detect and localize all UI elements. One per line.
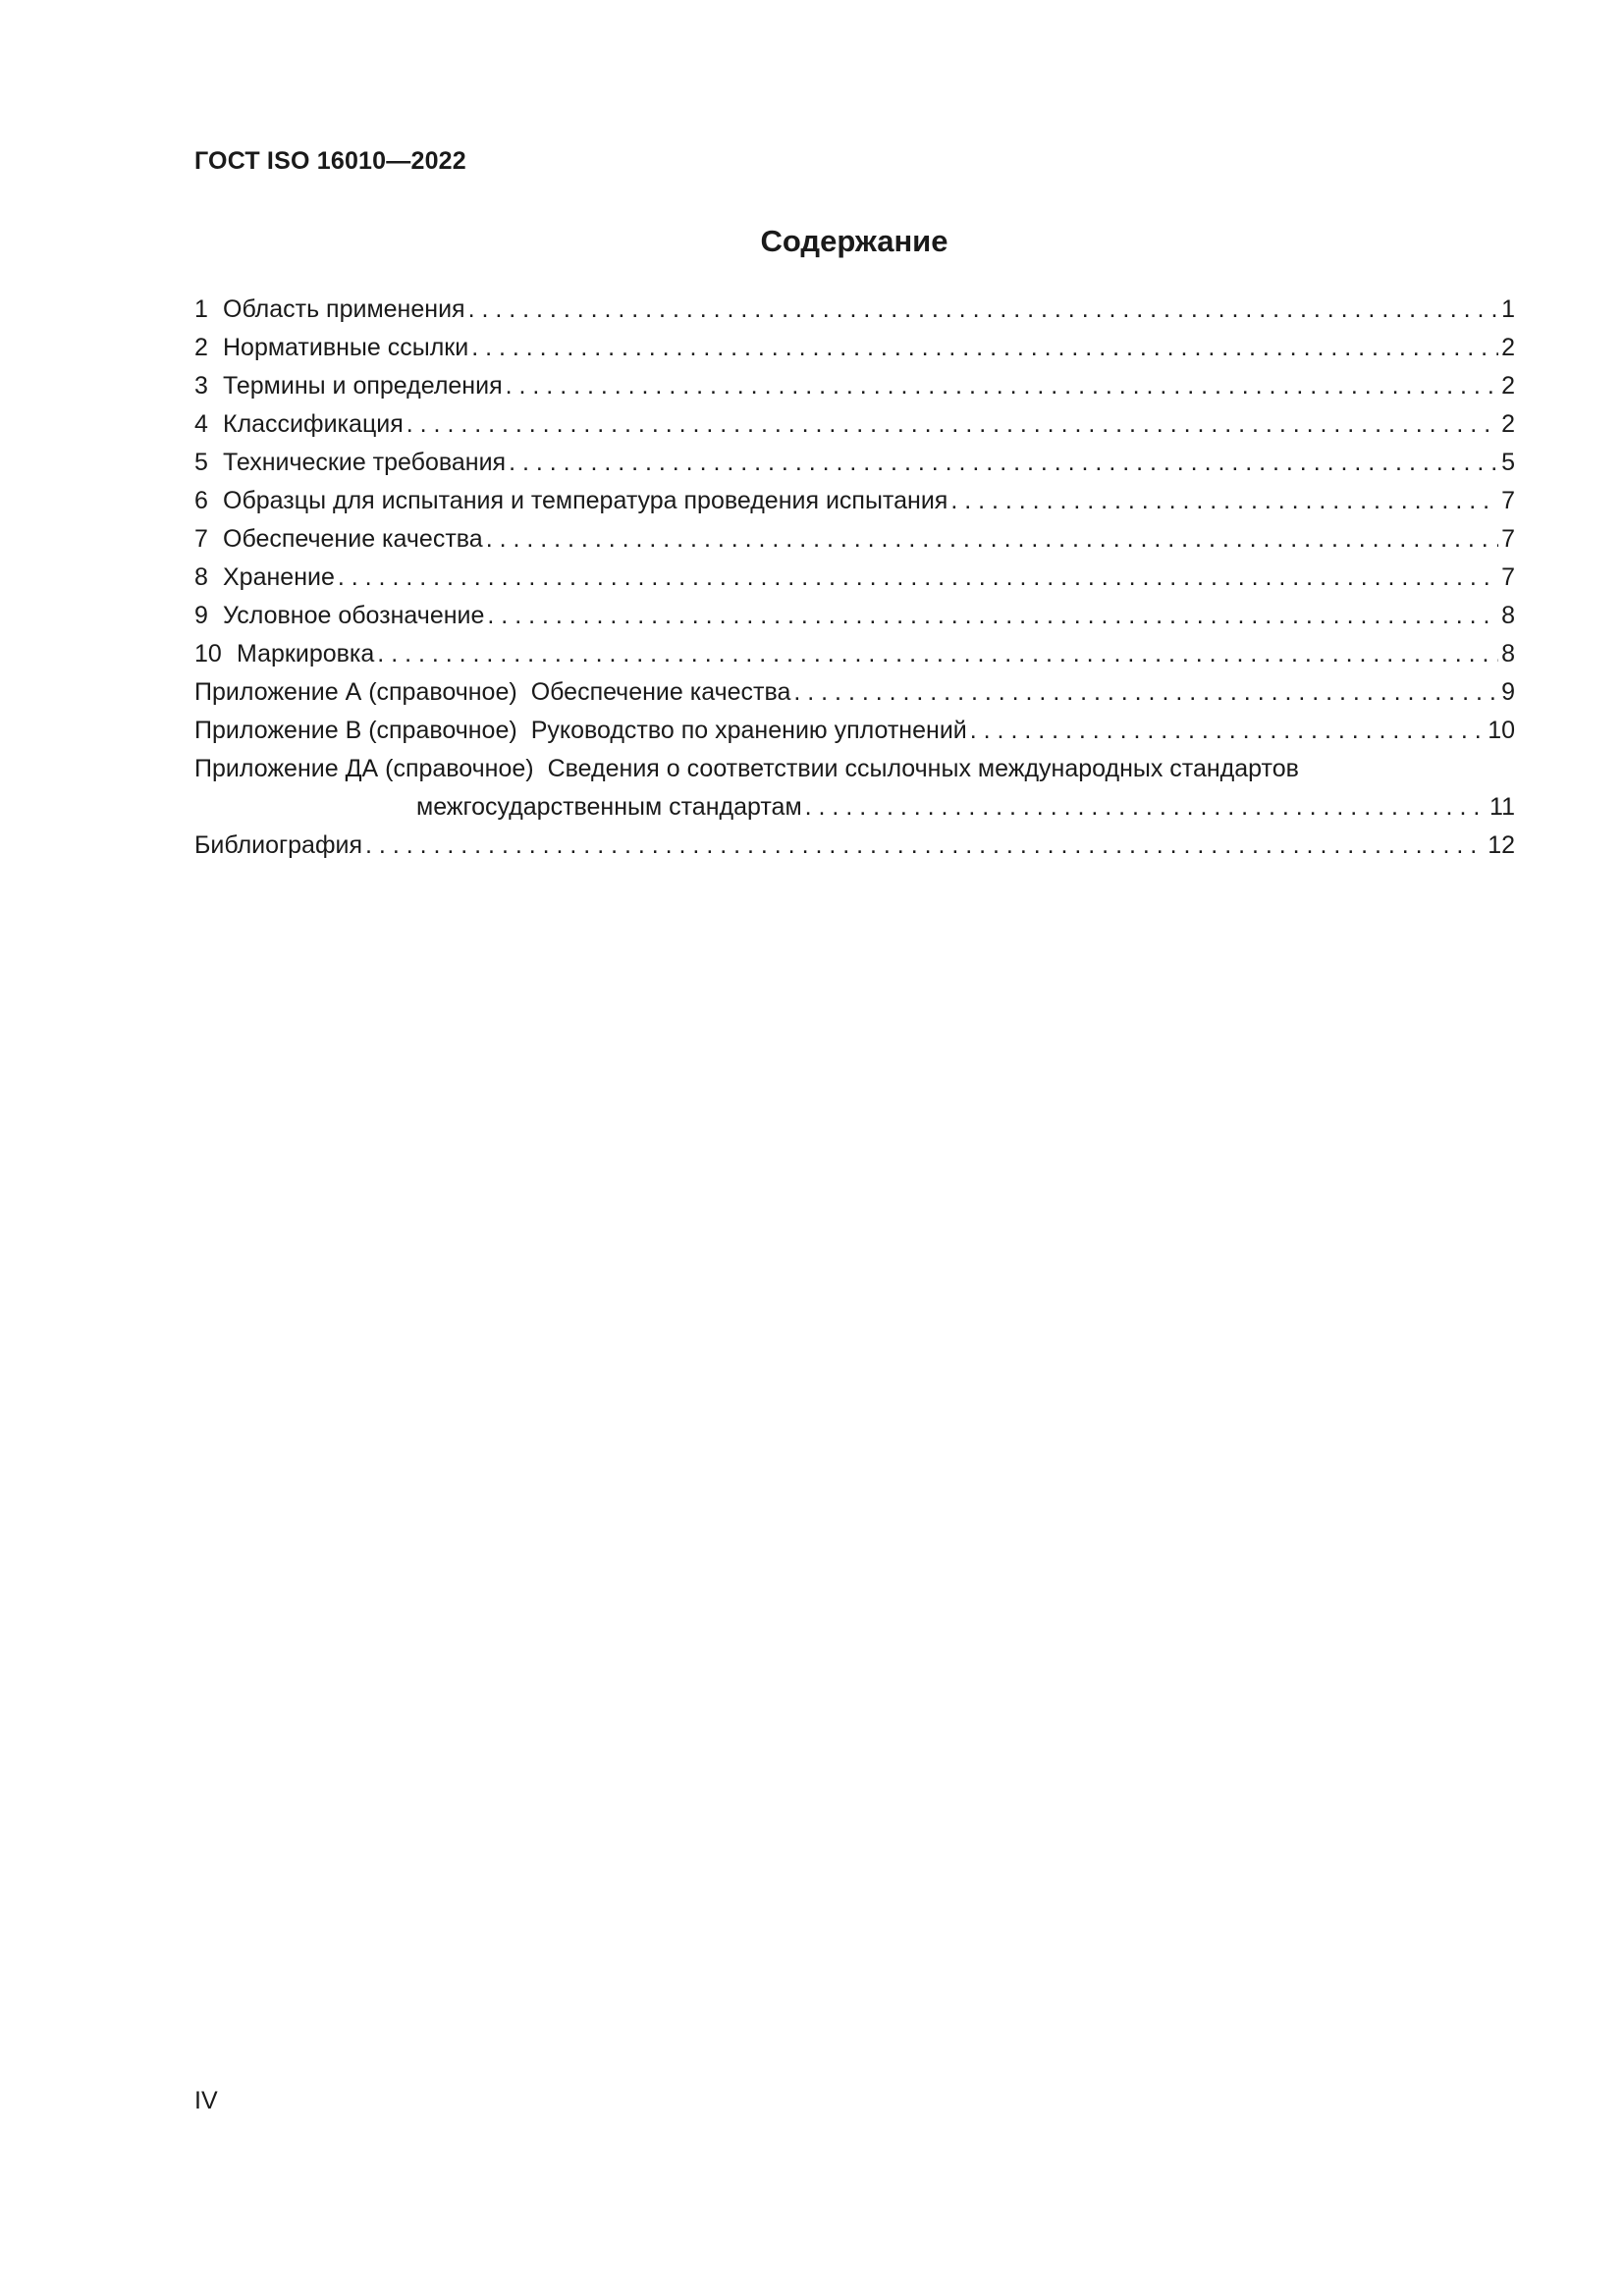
toc-entry-4[interactable]: [194, 405, 1515, 444]
dot-leader: [468, 291, 1499, 329]
toc-annex-da-continuation[interactable]: [194, 788, 1515, 827]
page-number: IV: [194, 2087, 218, 2114]
toc-annex-label: Сведения о соответствии ссылочных международных стандартов: [547, 755, 1299, 782]
table-of-contents: [194, 291, 1515, 865]
toc-entry-label: Хранение: [223, 563, 335, 591]
dot-leader: [471, 329, 1498, 367]
toc-title: Содержание: [760, 224, 948, 258]
dot-leader: [487, 597, 1498, 635]
toc-entry-page: 2: [1501, 410, 1515, 438]
toc-entry-page: 7: [1501, 525, 1515, 553]
toc-entry-number: 6: [194, 487, 208, 514]
toc-annex-page: 11: [1489, 793, 1515, 821]
toc-annex-page: 10: [1488, 717, 1515, 744]
toc-entry-number: 4: [194, 410, 208, 438]
toc-annex-prefix: Приложение ДА (справочное): [194, 755, 534, 782]
toc-entry-label: Нормативные ссылки: [223, 334, 469, 361]
toc-entry-label: Технические требования: [223, 449, 507, 476]
toc-annex-prefix: Приложение В (справочное): [194, 717, 517, 744]
toc-entry-page: 7: [1501, 487, 1515, 514]
toc-entry-number: 9: [194, 602, 208, 629]
toc-entry-label: Классификация: [223, 410, 404, 438]
toc-entry-10[interactable]: [194, 635, 1515, 673]
toc-entry-page: 5: [1501, 449, 1515, 476]
toc-entry-label: Термины и определения: [223, 372, 503, 400]
toc-annex-page: 9: [1501, 678, 1515, 706]
toc-entry-number: 8: [194, 563, 208, 591]
dot-leader: [970, 712, 1485, 750]
toc-annex-label: Обеспечение качества: [530, 678, 791, 706]
toc-entry-page: 2: [1501, 334, 1515, 361]
dot-leader: [406, 405, 1498, 444]
toc-entry-number: 5: [194, 449, 208, 476]
toc-annex-a[interactable]: [194, 673, 1515, 712]
toc-entry-page: 7: [1501, 563, 1515, 591]
toc-entry-page: 1: [1501, 295, 1515, 323]
toc-bibliography-label: Библиография: [194, 831, 363, 859]
dot-leader: [486, 520, 1498, 559]
toc-entry-5[interactable]: [194, 444, 1515, 482]
toc-entry-number: 1: [194, 295, 208, 323]
toc-entry-3[interactable]: [194, 367, 1515, 405]
toc-entry-number: 3: [194, 372, 208, 400]
dot-leader: [805, 788, 1487, 827]
document-code: ГОСТ ISO 16010—2022: [194, 147, 466, 175]
toc-bibliography[interactable]: [194, 827, 1515, 865]
toc-annex-da[interactable]: [194, 750, 1515, 788]
toc-annex-label-continued: межгосударственным стандартам: [416, 793, 802, 821]
toc-annex-label: Руководство по хранению уплотнений: [530, 717, 967, 744]
toc-entry-label: Образцы для испытания и температура проведения испытания: [223, 487, 948, 514]
toc-entry-label: Обеспечение качества: [223, 525, 483, 553]
toc-annex-prefix: Приложение А (справочное): [194, 678, 517, 706]
toc-entry-9[interactable]: [194, 597, 1515, 635]
toc-entry-label: Условное обозначение: [223, 602, 485, 629]
toc-entry-page: 8: [1501, 602, 1515, 629]
toc-entry-8[interactable]: [194, 559, 1515, 597]
toc-entry-6[interactable]: [194, 482, 1515, 520]
dot-leader: [338, 559, 1498, 597]
toc-entry-number: 10: [194, 640, 222, 667]
dot-leader: [377, 635, 1498, 673]
toc-entry-number: 7: [194, 525, 208, 553]
dot-leader: [509, 444, 1498, 482]
toc-entry-label: Маркировка: [237, 640, 375, 667]
toc-entry-1[interactable]: [194, 291, 1515, 329]
toc-bibliography-page: 12: [1488, 831, 1515, 859]
dot-leader: [365, 827, 1485, 865]
toc-entry-page: 2: [1501, 372, 1515, 400]
dot-leader: [793, 673, 1498, 712]
toc-entry-page: 8: [1501, 640, 1515, 667]
dot-leader: [506, 367, 1498, 405]
toc-entry-7[interactable]: [194, 520, 1515, 559]
toc-entry-label: Область применения: [223, 295, 465, 323]
toc-entry-2[interactable]: [194, 329, 1515, 367]
toc-entry-number: 2: [194, 334, 208, 361]
dot-leader: [950, 482, 1498, 520]
toc-annex-b[interactable]: [194, 712, 1515, 750]
